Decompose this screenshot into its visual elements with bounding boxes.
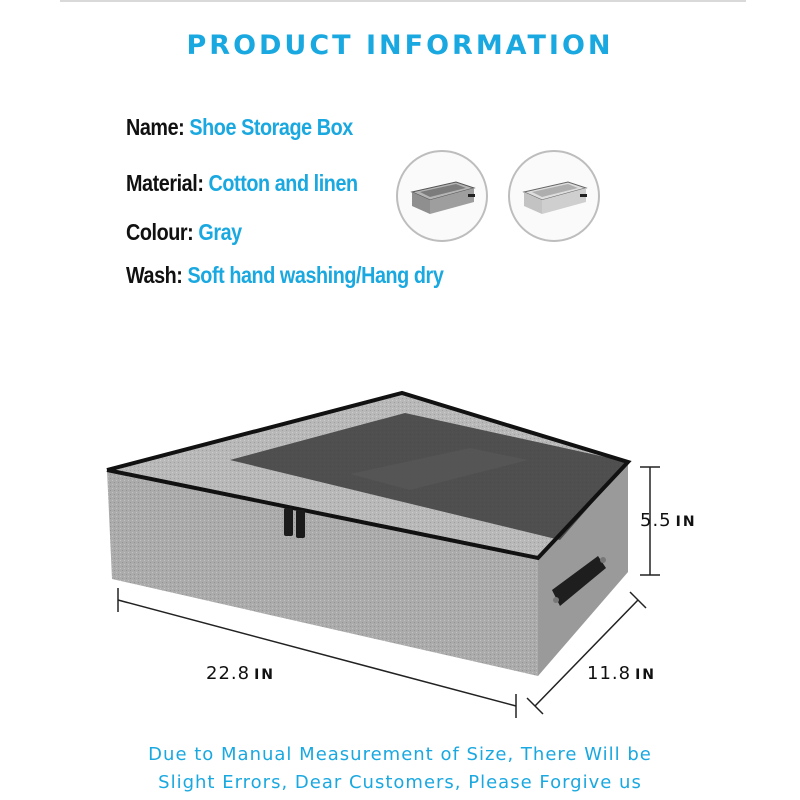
spec-wash-value: Soft hand washing/Hang dry	[187, 262, 444, 288]
gray-box-image	[398, 152, 486, 240]
spec-colour-value: Gray	[198, 219, 242, 245]
length-unit: IN	[254, 667, 276, 683]
width-dimension	[587, 663, 656, 684]
length-dimension	[206, 663, 275, 684]
spec-name-label: Name:	[126, 114, 185, 140]
page-title: PRODUCT INFORMATION	[186, 30, 614, 61]
length-value: 22.8	[206, 663, 251, 684]
width-value: 11.8	[587, 663, 632, 684]
disclaimer-line-2: Slight Errors, Dear Customers, Please Forgive us	[158, 772, 642, 793]
spec-material	[126, 170, 358, 197]
height-unit: IN	[675, 514, 697, 530]
light-gray-box-thumbnail[interactable]	[508, 150, 600, 242]
shoe-storage-box-image	[0, 380, 800, 720]
height-dimension	[640, 510, 697, 531]
spec-wash	[126, 262, 443, 289]
width-unit: IN	[635, 667, 657, 683]
spec-colour-label: Colour:	[126, 219, 194, 245]
spec-material-value: Cotton and linen	[208, 170, 358, 196]
spec-wash-label: Wash:	[126, 262, 183, 288]
spec-colour	[126, 219, 242, 246]
top-divider	[60, 0, 746, 2]
disclaimer-line-1: Due to Manual Measurement of Size, There Will be	[148, 744, 652, 765]
spec-name-value: Shoe Storage Box	[189, 114, 353, 140]
gray-box-thumbnail[interactable]	[396, 150, 488, 242]
spec-material-label: Material:	[126, 170, 204, 196]
light-gray-box-image	[510, 152, 598, 240]
spec-name	[126, 114, 353, 141]
height-value: 5.5	[640, 510, 672, 531]
